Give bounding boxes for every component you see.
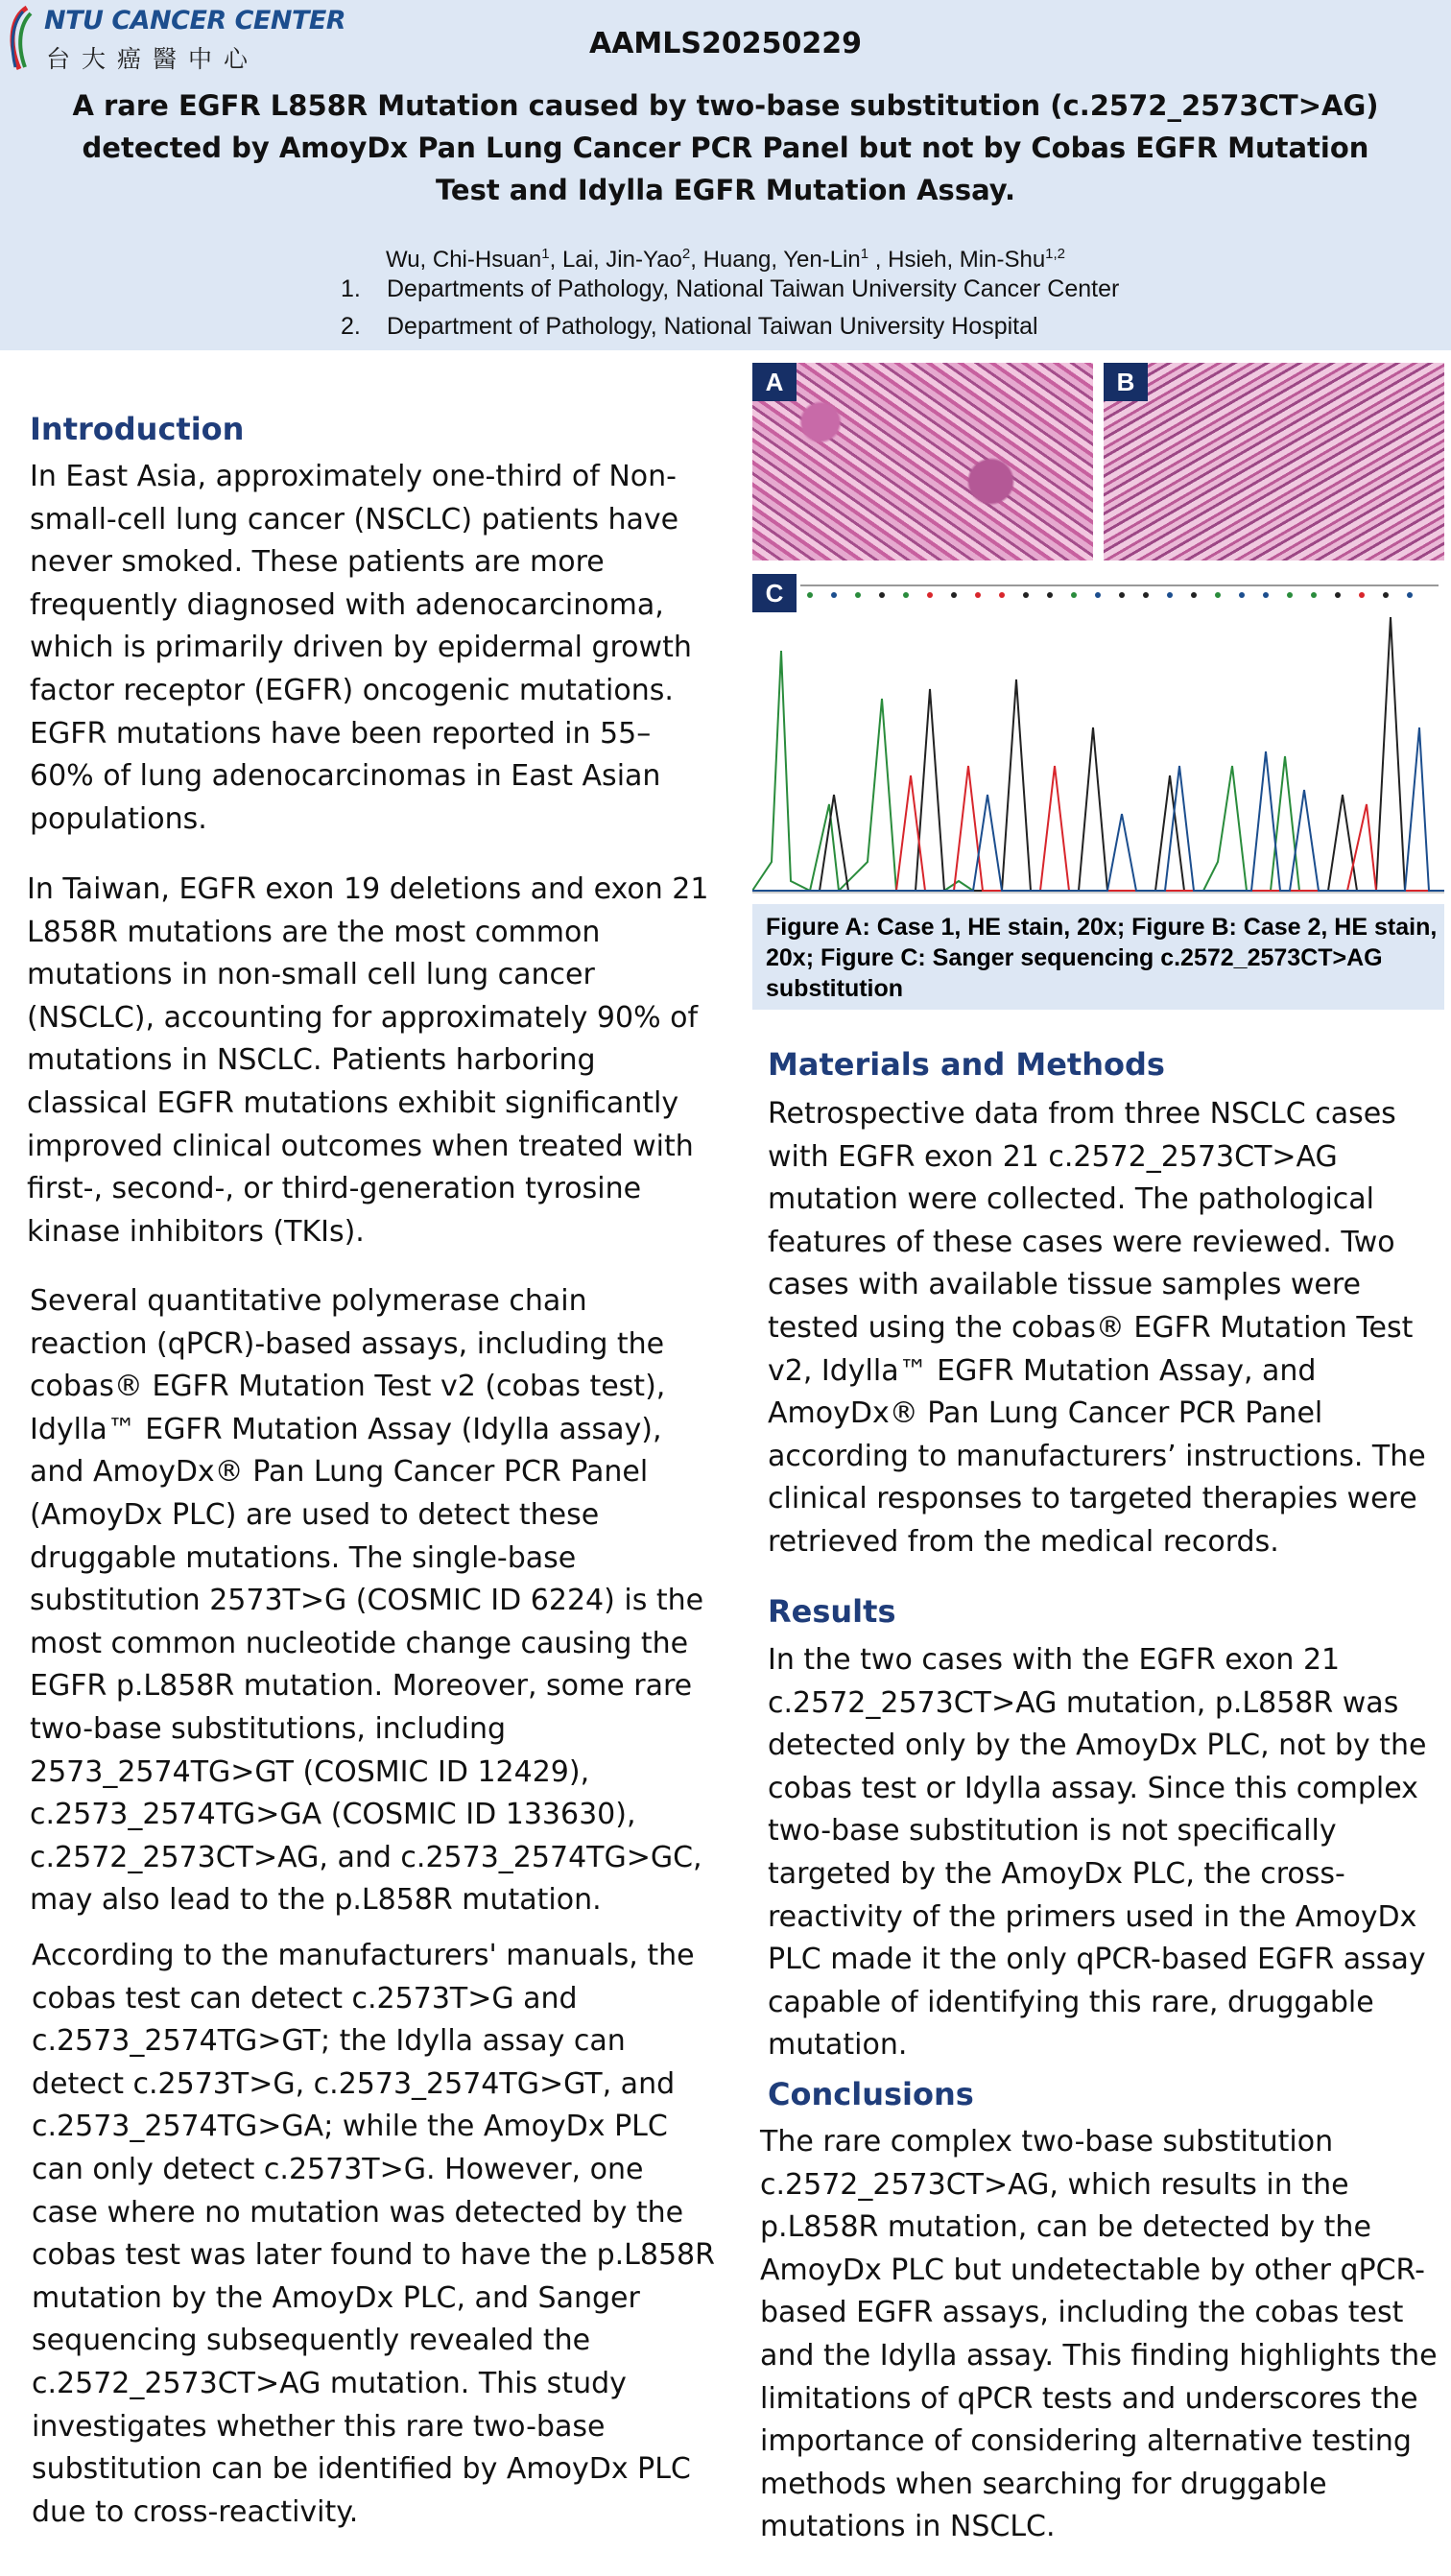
methods-heading: Materials and Methods <box>768 1046 1165 1083</box>
introduction-paragraph-4: According to the manufacturers' manuals, the cobas test can detect c.2573T>G and c.2573_2574TG>GT; the Idylla assay can detect c.2573T>G, c.2573_2574TG>GT, and c.2573_2574TG>GA; while the AmoyDx PLC can only detect c.2573T>G. However, one case where no mutation was detected by the cobas test was later found to have the p.L858R mutation by the AmoyDx PLC, and Sanger sequencing subsequently revealed the c.2572_2573CT>AG mutation. This study investigates whether this rare two-base substitution can be identified by AmoyDx PLC due to cross-reactivity. <box>32 1939 715 2529</box>
affiliation-number: 2. <box>341 313 361 340</box>
introduction-paragraph-3: Several quantitative polymerase chain reaction (qPCR)-based assays, including the cobas® EGFR Mutation Test v2 (cobas test), Idylla™ EGFR Mutation Assay (Idylla assay), and AmoyDx® Pan Lung Cancer PCR Panel (AmoyDx PLC) are used to detect these druggable mutations. The single-base substitution 2573T>G (COSMIC ID 6224) is the most common nucleotide change causing the EGFR p.L858R mutation. Moreover, some rare two-base substitutions, including 2573_2574TG>GT (COSMIC ID 12429), c.2573_2574TG>GA (COSMIC ID 133630), c.2572_2573CT>AG, and c.2573_2574TG>GC, may also lead to the p.L858R mutation. <box>30 1284 704 1918</box>
introduction-heading: Introduction <box>30 411 245 447</box>
author-affil-marker: 1 <box>860 246 869 262</box>
base-call-dots <box>807 592 1413 598</box>
conclusions-heading: Conclusions <box>768 2076 974 2112</box>
author-list <box>0 246 1451 274</box>
introduction-paragraph-2: In Taiwan, EGFR exon 19 deletions and exon 21 L858R mutations are the most common mutations in non-small cell lung cancer (NSCLC), accounting for approximately 90% of mutations in NSCLC. Patients harboring classical EGFR mutations exhibit significantly improved clinical outcomes when treated with first-, second-, or third-generation tyrosine kinase inhibitors (TKIs). <box>27 872 709 1249</box>
author-separator: , <box>549 247 562 273</box>
results-text: In the two cases with the EGFR exon 21 c.2572_2573CT>AG mutation, p.L858R was detected only by the AmoyDx PLC, not by the cobas test or Idylla assay. Since this complex two-base substitution is not specifically targeted by the AmoyDx PLC, the cross-reactivity of the primers used in the AmoyDx PLC made it the only qPCR-based EGFR assay capable of identifying this rare, druggable mutation. <box>768 1643 1427 2063</box>
methods-text: Retrospective data from three NSCLC cases with EGFR exon 21 c.2572_2573CT>AG mutation were collected. The pathological features of these cases were reviewed. Two cases with available tissue samples were tested using the cobas® EGFR Mutation Test v2, Idylla™ EGFR Mutation Assay, and AmoyDx® Pan Lung Cancer PCR Panel according to manufacturers’ instructions. The clinical responses to targeted therapies were retrieved from the medical records. <box>768 1097 1426 1559</box>
he-stain-image-b <box>1104 363 1444 561</box>
author-separator: , <box>868 247 889 273</box>
conference-code: AAMLS20250229 <box>588 27 862 60</box>
author-name: Wu, Chi-Hsuan <box>385 247 542 273</box>
conclusions-text: The rare complex two-base substitution c.2572_2573CT>AG, which results in the p.L858R mutation, can be detected by the AmoyDx PLC but undetectable by other qPCR-based EGFR assays, including the cobas test and the Idylla assay. This finding highlights the limitations of qPCR tests and underscores the importance of considering alternative testing methods when searching for druggable mutations in NSCLC. <box>760 2125 1438 2544</box>
figure-caption: Figure A: Case 1, HE stain, 20x; Figure B: Case 2, HE stain, 20x; Figure C: Sanger sequencing c.2572_2573CT>AG substitution <box>766 914 1438 1002</box>
header-band <box>0 0 1451 350</box>
introduction-paragraph-1: In East Asia, approximately one-third of Non-small-cell lung cancer (NSCLC) patients have never smoked. These patients are more frequently diagnosed with adenocarcinoma, which is primarily driven by epidermal growth factor receptor (EGFR) oncogenic mutations. EGFR mutations have been reported in 55–60% of lung adenocarcinomas in East Asian populations. <box>30 460 692 836</box>
author-separator: , <box>690 247 703 273</box>
figure-caption-box <box>752 904 1444 1010</box>
author-name: Lai, Jin-Yao <box>561 247 682 273</box>
logo-text-en: NTU CANCER CENTER <box>44 6 346 36</box>
chromatogram-traces <box>752 574 1444 904</box>
author-affil-marker: 2 <box>681 246 691 262</box>
affiliation <box>341 275 1119 303</box>
author-name: Hsieh, Min-Shu <box>888 247 1046 273</box>
author-affil-marker: 1,2 <box>1045 246 1066 262</box>
affiliation <box>341 313 1038 341</box>
figure-label-a: A <box>752 363 797 401</box>
affiliation-number: 1. <box>341 275 361 302</box>
author-affil-marker: 1 <box>541 246 550 262</box>
affiliation-text: Department of Pathology, National Taiwan University Hospital <box>387 313 1038 340</box>
results-heading: Results <box>768 1593 896 1630</box>
logo-text-zh: 台大癌醫中心 <box>46 45 260 73</box>
author-name: Huang, Yen-Lin <box>702 247 861 273</box>
figure-label-b: B <box>1104 363 1148 401</box>
sanger-chromatogram <box>752 574 1444 904</box>
affiliation-text: Departments of Pathology, National Taiwan University Cancer Center <box>387 275 1120 302</box>
poster-title: A rare EGFR L858R Mutation caused by two-base substitution (c.2572_2573CT>AG) detected by AmoyDx Pan Lung Cancer PCR Panel but not by Cobas EGFR Mutation Test and Idylla EGFR Mutation Assay. <box>72 89 1379 206</box>
he-stain-image-a <box>752 363 1093 561</box>
figure-label-c: C <box>752 574 797 612</box>
